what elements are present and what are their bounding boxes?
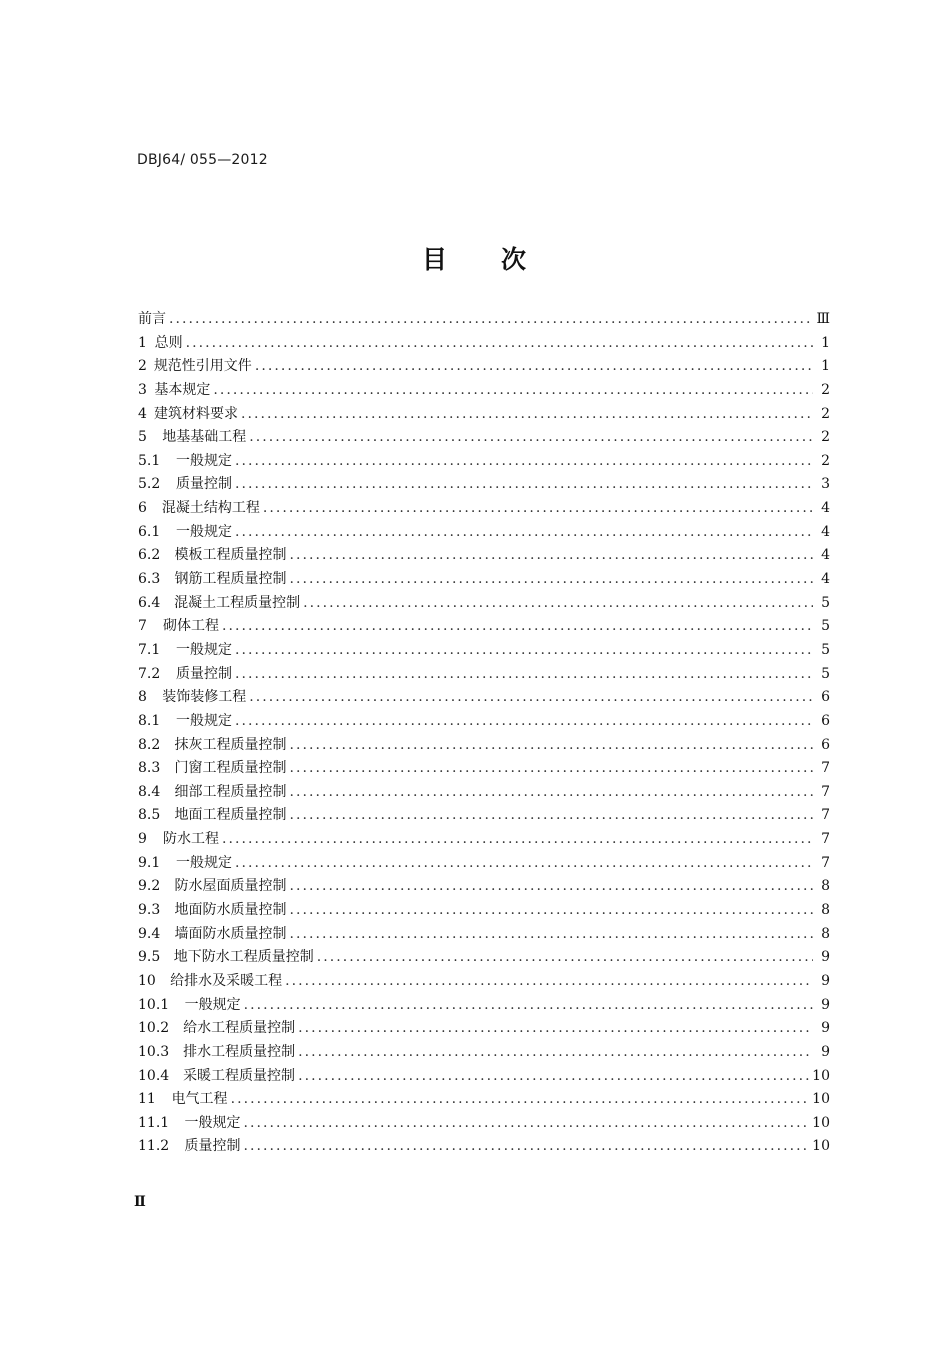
toc-leader-dots xyxy=(231,1088,810,1112)
toc-entry-page: 4 xyxy=(821,547,830,564)
toc-entry[interactable] xyxy=(138,828,830,852)
toc-entry-page: 1 xyxy=(821,358,830,375)
toc-leader-dots xyxy=(235,710,813,734)
toc-entry[interactable] xyxy=(138,804,830,828)
toc-entry[interactable] xyxy=(138,1041,830,1065)
toc-entry-number: 9.5 xyxy=(138,949,161,966)
toc-entry-number: 10.2 xyxy=(138,1020,170,1037)
toc-entry-number: 9.3 xyxy=(138,902,161,919)
toc-leader-dots xyxy=(235,852,813,876)
toc-entry-page: 8 xyxy=(821,925,830,942)
toc-leader-dots xyxy=(255,355,813,379)
toc-entry-number: 11.1 xyxy=(138,1114,170,1131)
toc-entry[interactable] xyxy=(138,332,830,356)
toc-leader-dots xyxy=(290,757,814,781)
toc-entry-number: 7.2 xyxy=(138,665,161,682)
toc-entry-label: 钢筋工程质量控制 xyxy=(174,571,287,588)
toc-leader-dots xyxy=(222,615,813,639)
toc-entry-number: 5.1 xyxy=(138,452,161,469)
toc-entry-number: 8.2 xyxy=(138,736,161,753)
toc-entry-label: 质量控制 xyxy=(175,665,232,682)
toc-entry[interactable] xyxy=(138,923,830,947)
toc-entry-number: 1 xyxy=(138,334,147,351)
toc-entry-number: 10.3 xyxy=(138,1043,170,1060)
toc-entry[interactable] xyxy=(138,686,830,710)
toc-entry-page: 5 xyxy=(821,665,830,682)
toc-entry[interactable] xyxy=(138,899,830,923)
toc-entry-page: 6 xyxy=(821,689,830,706)
toc-entry-label: 地基基础工程 xyxy=(162,429,247,446)
toc-entry-label: 防水屋面质量控制 xyxy=(174,878,287,895)
toc-leader-dots xyxy=(285,970,813,994)
toc-entry-label: 一般规定 xyxy=(175,641,232,658)
toc-entry-number: 11.2 xyxy=(138,1138,170,1155)
toc-entry[interactable] xyxy=(138,1088,830,1112)
toc-entry-label: 抹灰工程质量控制 xyxy=(174,736,287,753)
table-of-contents xyxy=(138,308,830,1159)
toc-entry-page: 4 xyxy=(821,500,830,517)
toc-entry-number: 8.3 xyxy=(138,760,161,777)
toc-entry[interactable] xyxy=(138,1065,830,1089)
toc-entry[interactable] xyxy=(138,946,830,970)
toc-entry[interactable] xyxy=(138,403,830,427)
toc-entry-page: 2 xyxy=(821,429,830,446)
toc-entry-page: 4 xyxy=(821,571,830,588)
toc-leader-dots xyxy=(244,1112,810,1136)
toc-entry-page: 9 xyxy=(821,996,830,1013)
toc-entry-number: 8.1 xyxy=(138,712,161,729)
toc-entry-number: 6.1 xyxy=(138,523,161,540)
toc-entry[interactable] xyxy=(138,734,830,758)
toc-entry-label: 地面工程质量控制 xyxy=(174,807,287,824)
toc-entry-page: 6 xyxy=(821,736,830,753)
toc-entry-number: 7 xyxy=(138,618,147,635)
toc-entry[interactable] xyxy=(138,1112,830,1136)
toc-entry[interactable] xyxy=(138,970,830,994)
toc-entry-number: 5.2 xyxy=(138,476,161,493)
toc-entry-label: 砌体工程 xyxy=(162,618,219,635)
toc-entry-number: 5 xyxy=(138,429,147,446)
toc-entry-number: 6.2 xyxy=(138,547,161,564)
toc-leader-dots xyxy=(290,875,814,899)
toc-leader-dots xyxy=(290,568,814,592)
toc-entry-label: 排水工程质量控制 xyxy=(183,1043,296,1060)
toc-entry-number: 7.1 xyxy=(138,641,161,658)
toc-entry-label: 前言 xyxy=(138,311,166,327)
toc-entry-page: Ⅲ xyxy=(816,311,830,327)
toc-entry-page: 1 xyxy=(821,334,830,351)
toc-entry-label: 混凝土工程质量控制 xyxy=(174,594,301,611)
toc-entry-label: 模板工程质量控制 xyxy=(174,547,287,564)
toc-leader-dots xyxy=(249,686,813,710)
toc-entry-page: 10 xyxy=(812,1114,830,1131)
toc-entry-page: 10 xyxy=(812,1138,830,1155)
toc-entry-page: 5 xyxy=(821,618,830,635)
toc-entry-number: 3 xyxy=(138,381,147,398)
toc-entry-label: 一般规定 xyxy=(175,712,232,729)
toc-entry-label: 细部工程质量控制 xyxy=(174,783,287,800)
toc-leader-dots xyxy=(317,946,813,970)
toc-entry-label: 给水工程质量控制 xyxy=(183,1020,296,1037)
toc-entry-page: 3 xyxy=(821,476,830,493)
toc-entry[interactable] xyxy=(138,308,830,332)
toc-title xyxy=(0,240,950,276)
toc-entry-number: 10.1 xyxy=(138,996,170,1013)
toc-entry-number: 9.1 xyxy=(138,854,161,871)
toc-entry-label: 墙面防水质量控制 xyxy=(174,925,287,942)
toc-leader-dots xyxy=(235,639,813,663)
toc-entry-page: 7 xyxy=(821,831,830,848)
toc-entry-label: 建筑材料要求 xyxy=(153,405,238,422)
toc-entry-label: 给排水及采暖工程 xyxy=(170,972,283,989)
toc-leader-dots xyxy=(244,1135,810,1159)
toc-entry-page: 7 xyxy=(821,854,830,871)
toc-entry-number: 6.4 xyxy=(138,594,161,611)
toc-entry-number: 9 xyxy=(138,831,147,848)
toc-entry-page: 9 xyxy=(821,1020,830,1037)
toc-entry-number: 6.3 xyxy=(138,571,161,588)
toc-leader-dots xyxy=(235,521,813,545)
toc-entry-number: 9.2 xyxy=(138,878,161,895)
toc-entry-page: 10 xyxy=(812,1091,830,1108)
toc-leader-dots xyxy=(244,994,813,1018)
toc-entry-page: 8 xyxy=(821,902,830,919)
toc-leader-dots xyxy=(186,332,813,356)
toc-leader-dots xyxy=(290,804,814,828)
toc-entry-number: 9.4 xyxy=(138,925,161,942)
toc-title-char-1: 目 xyxy=(421,245,449,274)
toc-leader-dots xyxy=(290,544,814,568)
toc-leader-dots xyxy=(290,899,814,923)
toc-entry-label: 总则 xyxy=(154,334,183,351)
toc-entry-label: 基本规定 xyxy=(154,381,211,398)
toc-entry-page: 7 xyxy=(821,760,830,777)
toc-entry-number: 8.5 xyxy=(138,807,161,824)
toc-entry[interactable] xyxy=(138,450,830,474)
toc-leader-dots xyxy=(235,473,813,497)
toc-entry[interactable] xyxy=(138,710,830,734)
toc-entry-label: 一般规定 xyxy=(175,523,232,540)
toc-entry-page: 6 xyxy=(821,712,830,729)
toc-entry-page: 9 xyxy=(821,1043,830,1060)
toc-entry-label: 一般规定 xyxy=(175,452,232,469)
toc-leader-dots xyxy=(290,781,814,805)
toc-entry[interactable] xyxy=(138,781,830,805)
toc-entry[interactable] xyxy=(138,1017,830,1041)
toc-entry[interactable] xyxy=(138,592,830,616)
toc-entry[interactable] xyxy=(138,1135,830,1159)
toc-entry[interactable] xyxy=(138,663,830,687)
toc-entry-label: 电气工程 xyxy=(171,1091,228,1108)
toc-entry-page: 2 xyxy=(821,405,830,422)
toc-entry[interactable] xyxy=(138,379,830,403)
toc-entry-label: 地下防水工程质量控制 xyxy=(173,949,314,966)
toc-entry-label: 装饰装修工程 xyxy=(162,689,247,706)
toc-entry-page: 9 xyxy=(821,949,830,966)
toc-entry[interactable] xyxy=(138,757,830,781)
toc-leader-dots xyxy=(249,426,813,450)
toc-entry-label: 质量控制 xyxy=(184,1138,241,1155)
toc-entry-label: 防水工程 xyxy=(162,831,219,848)
toc-entry-page: 2 xyxy=(821,381,830,398)
toc-entry-page: 2 xyxy=(821,452,830,469)
toc-entry-label: 混凝土结构工程 xyxy=(161,500,260,517)
toc-entry-number: 10 xyxy=(138,972,156,989)
toc-entry-page: 4 xyxy=(821,523,830,540)
toc-entry[interactable] xyxy=(138,994,830,1018)
toc-leader-dots xyxy=(241,403,813,427)
toc-leader-dots xyxy=(263,497,813,521)
toc-entry-label: 地面防水质量控制 xyxy=(174,902,287,919)
toc-entry-number: 11 xyxy=(138,1091,156,1108)
toc-leader-dots xyxy=(298,1041,813,1065)
toc-leader-dots xyxy=(298,1065,809,1089)
toc-leader-dots xyxy=(222,828,813,852)
toc-leader-dots xyxy=(235,663,813,687)
toc-title-char-2: 次 xyxy=(501,245,529,274)
toc-leader-dots xyxy=(303,592,813,616)
toc-entry-page: 7 xyxy=(821,807,830,824)
toc-entry-label: 采暖工程质量控制 xyxy=(183,1067,296,1084)
toc-leader-dots xyxy=(169,308,813,332)
toc-entry-page: 9 xyxy=(821,972,830,989)
toc-entry[interactable] xyxy=(138,615,830,639)
toc-entry-number: 10.4 xyxy=(138,1067,170,1084)
toc-leader-dots xyxy=(290,923,814,947)
toc-entry-label: 质量控制 xyxy=(175,476,232,493)
toc-entry-number: 8.4 xyxy=(138,783,161,800)
toc-entry-label: 一般规定 xyxy=(184,1114,241,1131)
toc-entry-page: 7 xyxy=(821,783,830,800)
toc-entry[interactable] xyxy=(138,639,830,663)
toc-entry[interactable] xyxy=(138,521,830,545)
toc-entry-label: 门窗工程质量控制 xyxy=(174,760,287,777)
toc-entry-number: 4 xyxy=(138,405,147,422)
toc-entry[interactable] xyxy=(138,426,830,450)
toc-entry[interactable] xyxy=(138,355,830,379)
toc-entry[interactable] xyxy=(138,568,830,592)
toc-entry[interactable] xyxy=(138,875,830,899)
toc-entry-number: 6 xyxy=(138,500,147,517)
toc-entry-page: 8 xyxy=(821,878,830,895)
toc-entry[interactable] xyxy=(138,544,830,568)
toc-entry-page: 10 xyxy=(812,1067,830,1084)
toc-entry[interactable] xyxy=(138,497,830,521)
toc-entry-page: 5 xyxy=(821,641,830,658)
toc-entry[interactable] xyxy=(138,852,830,876)
toc-entry-page: 5 xyxy=(821,594,830,611)
toc-entry-number: 8 xyxy=(138,689,147,706)
toc-leader-dots xyxy=(235,450,813,474)
toc-leader-dots xyxy=(298,1017,813,1041)
toc-entry[interactable] xyxy=(138,473,830,497)
toc-entry-label: 规范性引用文件 xyxy=(153,358,252,375)
toc-entry-label: 一般规定 xyxy=(184,996,241,1013)
page-number: Ⅱ xyxy=(134,1194,146,1210)
toc-leader-dots xyxy=(290,734,814,758)
document-code: DBJ64/ 055—2012 xyxy=(137,152,268,168)
toc-entry-label: 一般规定 xyxy=(175,854,232,871)
toc-leader-dots xyxy=(213,379,813,403)
toc-entry-number: 2 xyxy=(138,358,147,375)
